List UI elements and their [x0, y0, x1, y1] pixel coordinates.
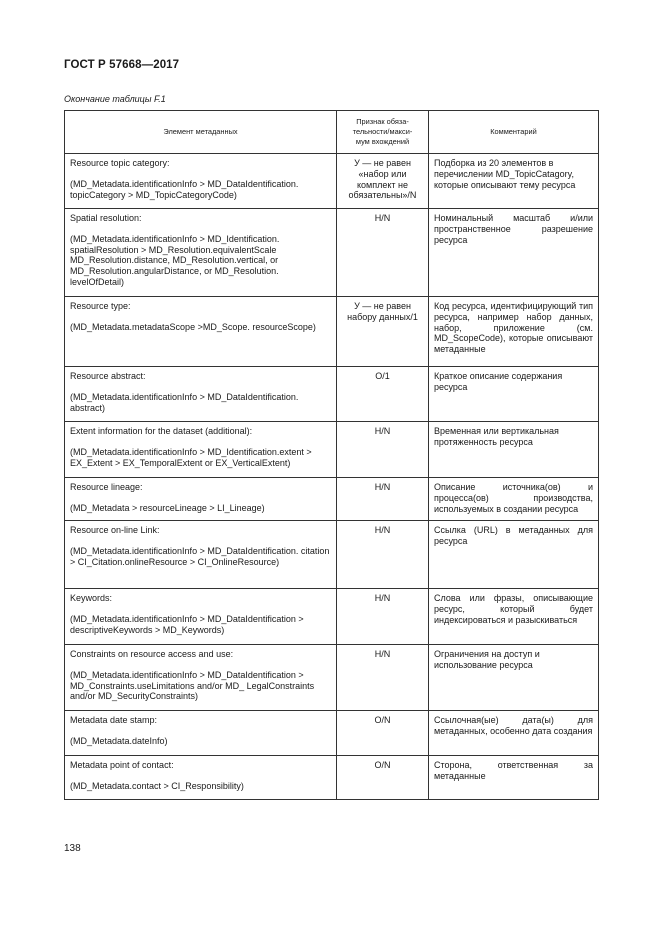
table-row — [65, 297, 599, 367]
element-name: Spatial resolution: — [70, 213, 142, 223]
element-path: (MD_Metadata.identificationInfo > MD_DataIdentification > MD_Constraints.useLimitations and/or MD_ LegalConstraints and/or MD_SecurityConstraints) — [70, 669, 315, 702]
obligation-cell: H/N — [337, 209, 429, 297]
obligation-cell: У — не равен набору данных/1 — [337, 297, 429, 367]
table-row — [65, 154, 599, 209]
comment-cell: Код ресурса, идентифицирующий тип ресурса, например набор данных, набор, приложение (см. MD_ScopeCode), которые описывают метаданные — [429, 297, 599, 367]
comment-cell: Ссылочная(ые) дата(ы) для метаданных, особенно дата создания — [429, 711, 599, 756]
element-path: (MD_Metadata.identificationInfo > MD_DataIdentification. citation > CI_Citation.onlineResource > CI_OnlineResource) — [70, 545, 330, 567]
document-header: ГОСТ Р 57668—2017 — [64, 59, 180, 71]
comment-cell: Краткое описание содержания ресурса — [429, 367, 599, 422]
column-header-obligation: Признак обяза- тельности/макси- мум вхождений — [337, 111, 429, 154]
table-row — [65, 589, 599, 645]
obligation-cell: O/N — [337, 711, 429, 756]
comment-cell: Подборка из 20 элементов в перечислении MD_TopicCatagory, которые описывают тему ресурса — [429, 154, 599, 209]
table-row — [65, 422, 599, 478]
element-path: (MD_Metadata.identificationInfo > MD_DataIdentification. abstract) — [70, 391, 299, 413]
element-cell — [65, 297, 337, 367]
table-row — [65, 478, 599, 521]
table-row — [65, 756, 599, 800]
element-name: Resource abstract: — [70, 371, 146, 381]
element-name: Constraints on resource access and use: — [70, 649, 234, 659]
element-cell — [65, 645, 337, 711]
element-cell — [65, 478, 337, 521]
table-row — [65, 367, 599, 422]
element-cell — [65, 521, 337, 589]
element-path: (MD_Metadata.identificationInfo > MD_Identification.extent > EX_Extent > EX_TemporalExtent or EX_VerticalExtent) — [70, 446, 312, 468]
metadata-table — [64, 110, 599, 800]
element-path: (MD_Metadata.identificationInfo > MD_DataIdentification. topicCategory > MD_TopicCategoryCode) — [70, 178, 299, 200]
element-cell — [65, 589, 337, 645]
obligation-cell: O/1 — [337, 367, 429, 422]
table-caption: Окончание таблицы F.1 — [64, 94, 166, 104]
obligation-cell: У — не равен «набор или комплект не обязательны»/N — [337, 154, 429, 209]
element-name: Resource topic category: — [70, 158, 170, 168]
comment-cell: Описание источника(ов) и процесса(ов) производства, используемых в создании ресурса — [429, 478, 599, 521]
obligation-cell: H/N — [337, 422, 429, 478]
element-cell — [65, 422, 337, 478]
element-path: (MD_Metadata.dateInfo) — [70, 735, 168, 746]
obligation-cell: H/N — [337, 521, 429, 589]
element-name: Metadata point of contact: — [70, 760, 174, 770]
obligation-cell: H/N — [337, 589, 429, 645]
element-cell — [65, 209, 337, 297]
table-row — [65, 521, 599, 589]
obligation-cell: H/N — [337, 478, 429, 521]
element-name: Resource lineage: — [70, 482, 143, 492]
column-header-comment: Комментарий — [429, 111, 599, 154]
page-number: 138 — [64, 843, 81, 854]
comment-cell: Ограничения на доступ и использование ресурса — [429, 645, 599, 711]
element-cell — [65, 367, 337, 422]
comment-cell: Ссылка (URL) в метаданных для ресурса — [429, 521, 599, 589]
element-path: (MD_Metadata.metadataScope >MD_Scope. resourceScope) — [70, 321, 316, 332]
element-name: Keywords: — [70, 593, 113, 603]
element-name: Metadata date stamp: — [70, 715, 158, 725]
element-path: (MD_Metadata.identificationInfo > MD_DataIdentification > descriptiveKeywords > MD_Keywords) — [70, 613, 304, 635]
element-name: Extent information for the dataset (additional): — [70, 426, 253, 436]
element-path: (MD_Metadata > resourceLineage > LI_Lineage) — [70, 502, 265, 513]
element-name: Resource on-line Link: — [70, 525, 160, 535]
table-row — [65, 711, 599, 756]
comment-cell: Слова или фразы, описывающие ресурс, который будет индексироваться и разыскиваться — [429, 589, 599, 645]
obligation-cell: H/N — [337, 645, 429, 711]
table-header-row — [65, 111, 599, 154]
element-name: Resource type: — [70, 301, 131, 311]
table-row — [65, 645, 599, 711]
element-cell — [65, 711, 337, 756]
comment-cell: Временная или вертикальная протяженность ресурса — [429, 422, 599, 478]
element-cell — [65, 154, 337, 209]
element-cell — [65, 756, 337, 800]
element-path: (MD_Metadata.contact > CI_Responsibility) — [70, 780, 244, 791]
element-path: (MD_Metadata.identificationInfo > MD_Identification. spatialResolution > MD_Resolution.equivalentScale MD_Resolution.distance, MD_Resolution.vertical, or MD_Resolution.angularDistance, or MD_Resolution. levelOfDetail) — [70, 233, 280, 287]
comment-cell: Номинальный масштаб и/или пространственное разрешение ресурса — [429, 209, 599, 297]
obligation-cell: O/N — [337, 756, 429, 800]
column-header-element: Элемент метаданных — [65, 111, 337, 154]
comment-cell: Сторона, ответственная за метаданные — [429, 756, 599, 800]
table-row — [65, 209, 599, 297]
